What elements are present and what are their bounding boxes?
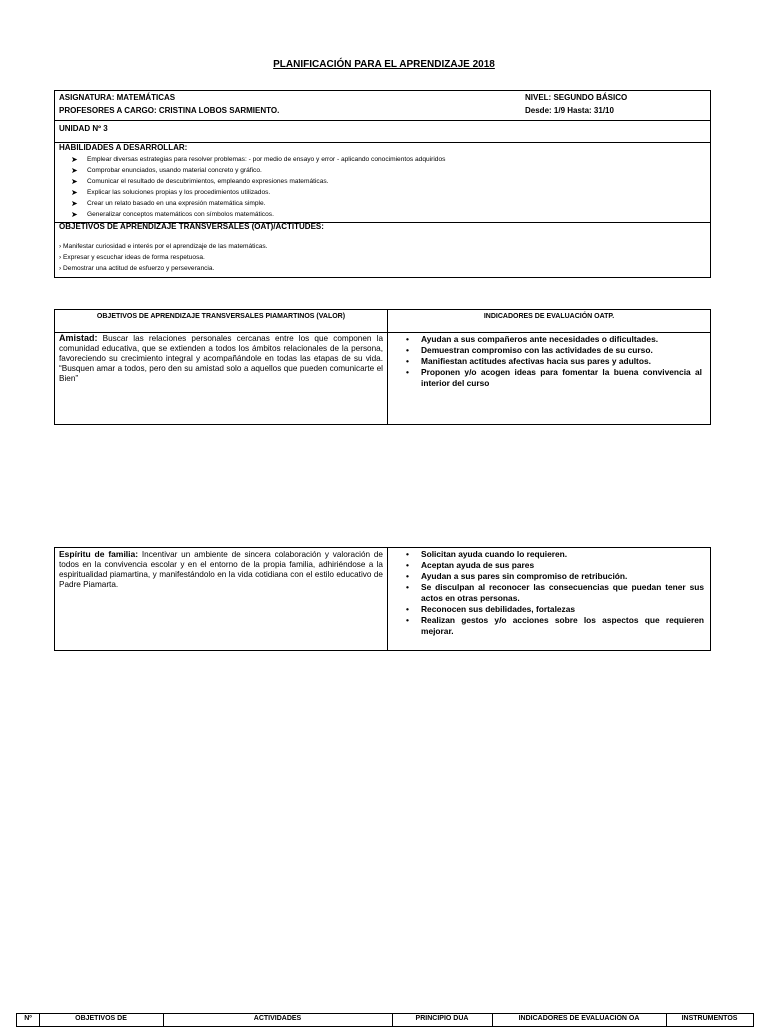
indicadores-header: INDICADORES DE EVALUACIÓN OATP. — [483, 313, 615, 320]
fechas-label: Desde: 1/9 Hasta: 31/10 — [525, 106, 614, 115]
habilidades-row — [55, 142, 710, 223]
profesores-label: PROFESORES A CARGO: CRISTINA LOBOS SARMIENTO. — [59, 106, 280, 115]
oat-item: › Expresar y escuchar ideas de forma respetuosa. — [59, 254, 205, 261]
habilidad-item — [71, 187, 445, 198]
espiritu-text: Incentivar un ambiente de sincera colaboración y valoración de todos en la convivencia escolar y en el entorno de la propia familia, adhiriéndose a la espiritualidad piamartina, y manifestándolo en la vida cotidiana con el estilo educativo de Padre Piamarta. — [59, 550, 383, 589]
indicator-text: Manifiestan actitudes afectivas hacia sus pares y adultos. — [421, 356, 651, 366]
bullet-icon: • — [406, 582, 409, 592]
indicator-text: Ayudan a sus compañeros ante necesidades o dificultades. — [421, 334, 659, 344]
oat-label: OBJETIVOS DE APRENDIZAJE TRANSVERSALES (OAT)/ACTITUDES: — [59, 222, 324, 231]
col-indicadores: INDICADORES DE EVALUACIÓN OA — [492, 1014, 667, 1026]
valor-header: OBJETIVOS DE APRENDIZAJE TRANSVERSALES PIAMARTINOS (VALOR) — [55, 310, 388, 332]
oat-item: › Demostrar una actitud de esfuerzo y perseverancia. — [59, 265, 215, 272]
habilidad-text: Comunicar el resultado de descubrimientos, empleando expresiones matemáticas. — [87, 178, 329, 185]
asignatura-label: ASIGNATURA: MATEMÁTICAS — [59, 93, 176, 102]
bullet-icon: • — [406, 549, 409, 559]
habilidad-item — [71, 165, 445, 176]
habilidad-text: Comprobar enunciados, usando material concreto y gráfico. — [87, 167, 262, 174]
indicator-item — [388, 334, 702, 345]
espiritu-description — [55, 548, 387, 590]
unidad-row — [55, 120, 710, 143]
valor-table-header — [55, 310, 710, 333]
oa-table-header — [16, 1013, 754, 1027]
bullet-icon: • — [406, 334, 409, 344]
habilidad-text: Emplear diversas estrategias para resolver problemas: - por medio de ensayo y error - aplicando conocimientos adquiridos — [87, 156, 446, 163]
indicator-text: Aceptan ayuda de sus pares — [421, 560, 535, 570]
oat-section — [55, 222, 710, 279]
valor-table-amistad — [54, 309, 711, 425]
habilidad-text: Explicar las soluciones propias y los procedimientos utilizados. — [87, 189, 271, 196]
indicator-item — [388, 549, 704, 560]
header-row — [55, 91, 710, 121]
espiritu-indicators-list — [388, 549, 710, 637]
indicator-text: Demuestran compromiso con las actividades de su curso. — [421, 345, 653, 355]
bullet-icon: • — [406, 560, 409, 570]
habilidad-item — [71, 176, 445, 187]
indicator-item — [388, 604, 704, 615]
bullet-icon: • — [406, 367, 409, 377]
indicator-item — [388, 345, 702, 356]
bullet-icon: • — [406, 615, 409, 625]
col-instrumentos: INSTRUMENTOS — [681, 1015, 738, 1022]
arrowhead-icon: ➤ — [71, 166, 78, 175]
col-objetivos: OBJETIVOS DE — [39, 1014, 164, 1026]
habilidad-text: Crear un relato basado en una expresión matemática simple. — [87, 200, 266, 207]
col-numero: Nº — [17, 1014, 40, 1026]
col-principio-dua: PRINCIPIO DUA — [392, 1014, 493, 1026]
habilidades-label: HABILIDADES A DESARROLLAR: — [59, 143, 188, 152]
amistad-text: Buscar las relaciones personales cercanas entre los que componen la comunidad educativa, que se extienden a todos los ámbitos relacionales de la persona, favoreciendo su crecimiento integral y acompañándole en todas las etapas de su vida. “Busquen amar a todos, pero den su amistad solo a aquellos que pueden comunicarte el Bien” — [59, 334, 383, 383]
oat-item: › Manifestar curiosidad e interés por el aprendizaje de las matemáticas. — [59, 243, 268, 250]
indicator-item — [388, 560, 704, 571]
valor-table-body — [55, 332, 710, 424]
habilidades-list — [71, 154, 445, 220]
indicator-item — [388, 356, 702, 367]
habilidad-item — [71, 198, 445, 209]
indicator-text: Solicitan ayuda cuando lo requieren. — [421, 549, 568, 559]
indicator-item — [388, 571, 704, 582]
amistad-description — [55, 332, 387, 384]
espiritu-name: Espíritu de familia: — [59, 549, 139, 559]
planning-info-table — [54, 90, 711, 278]
bullet-icon: • — [406, 345, 409, 355]
col-actividades: ACTIVIDADES — [163, 1014, 393, 1026]
indicator-item — [388, 367, 702, 389]
page-title: PLANIFICACIÓN PARA EL APRENDIZAJE 2018 — [273, 59, 495, 70]
arrowhead-icon: ➤ — [71, 188, 78, 197]
bullet-icon: • — [406, 356, 409, 366]
nivel-label: NIVEL: SEGUNDO BÁSICO — [525, 93, 628, 102]
indicator-item — [388, 582, 704, 604]
indicator-text: Se disculpan al reconocer las consecuencias que puedan tener sus actos en otras personas. — [421, 582, 704, 603]
unidad-label: UNIDAD Nº 3 — [59, 124, 108, 133]
amistad-indicators-list — [388, 334, 710, 389]
arrowhead-icon: ➤ — [71, 199, 78, 208]
arrowhead-icon: ➤ — [71, 210, 78, 219]
indicator-item — [388, 615, 704, 637]
bullet-icon: • — [406, 571, 409, 581]
habilidad-text: Generalizar conceptos matemáticos con símbolos matemáticos. — [87, 211, 274, 218]
amistad-name: Amistad: — [59, 333, 98, 343]
indicator-text: Proponen y/o acogen ideas para fomentar la buena convivencia al interior del curso — [421, 367, 702, 388]
indicator-text: Realizan gestos y/o acciones sobre los aspectos que requieren mejorar. — [421, 615, 704, 636]
habilidad-item — [71, 209, 445, 220]
indicator-text: Reconocen sus debilidades, fortalezas — [421, 604, 576, 614]
valor-table-espiritu — [54, 547, 711, 651]
arrowhead-icon: ➤ — [71, 177, 78, 186]
bullet-icon: • — [406, 604, 409, 614]
habilidad-item — [71, 154, 445, 165]
indicator-text: Ayudan a sus pares sin compromiso de retribución. — [421, 571, 628, 581]
arrowhead-icon: ➤ — [71, 155, 78, 164]
